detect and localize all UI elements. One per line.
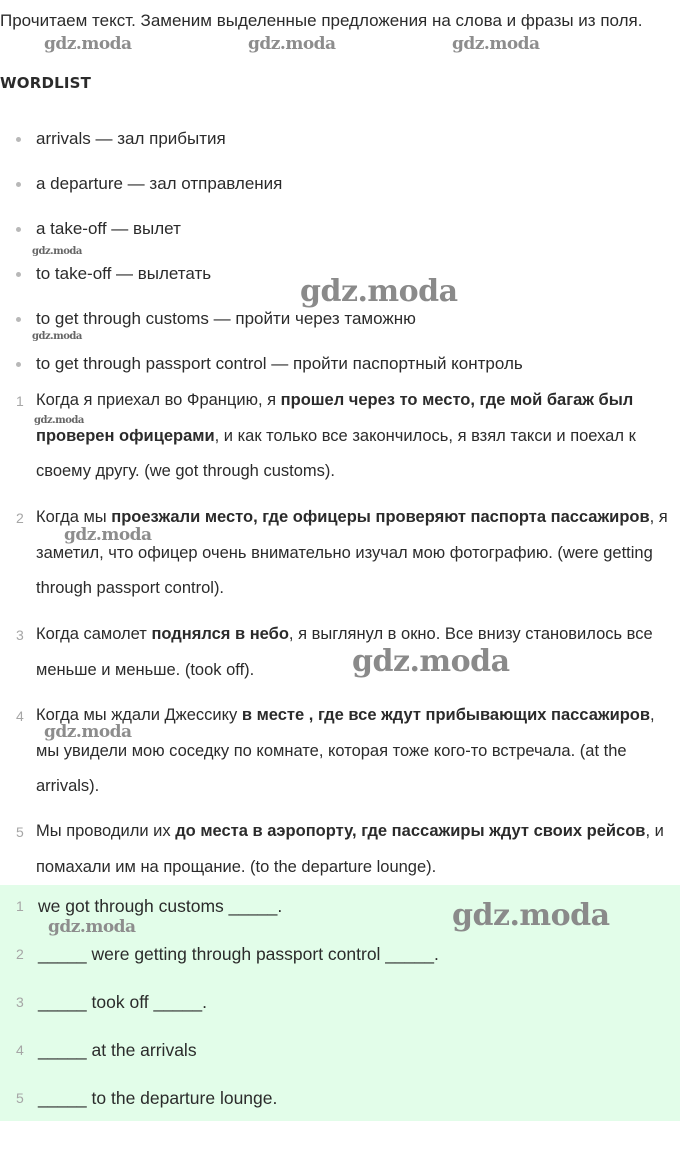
task-number: 1 [16,393,24,409]
watermark: gdz.moda [248,34,336,54]
wordlist-text: a departure — зал отправления [36,174,283,193]
task-text: Когда мы ждали Джессику в месте , где все ждут прибывающих пассажиров, мы увидели мою соседку по комнате, которая тоже кого-то встречала. (at the arrivals). [36,706,655,795]
wordlist-item [0,171,680,197]
answer-item [0,1035,680,1065]
task-text: Когда мы проезжали место, где офицеры проверяют паспорта пассажиров, я заметил, что офицер очень внимательно изучал мою фотографию. (were getting through passport control). [36,508,668,597]
highlighted-phrase: проезжали место, где офицеры проверяют паспорта пассажиров [111,508,650,526]
task-number: 3 [16,627,24,643]
task-text: Мы проводили их до места в аэропорту, где пассажиры ждут своих рейсов, и помахали им на прощание. (to the departure lounge). [36,822,664,876]
answer-text: _____ were getting through passport control _____. [38,944,439,964]
answer-text: _____ to the departure lounge. [38,1088,278,1108]
watermark: gdz.moda [452,34,540,54]
answer-number: 2 [16,946,24,962]
bullet-icon [16,182,21,187]
wordlist-text: a take-off — вылет [36,219,181,238]
task-item [0,819,680,890]
answer-number: 3 [16,994,24,1010]
wordlist-item [0,126,680,152]
answer-number: 1 [16,898,24,914]
task-item [0,703,680,810]
watermark: gdz.moda [32,331,82,342]
watermark: gdz.moda [48,917,136,937]
answer-text: _____ took off _____. [38,992,207,1012]
intro-text: Прочитаем текст. Заменим выделенные предложения на слова и фразы из поля. [0,11,643,30]
bullet-icon [16,227,21,232]
task-text: Когда самолет поднялся в небо, я выглянул в окно. Все внизу становилось все меньше и меньше. (took off). [36,625,653,679]
bullet-icon [16,272,21,277]
watermark: gdz.moda [44,722,132,742]
answer-item [0,939,680,969]
answer-text: _____ at the arrivals [38,1040,197,1060]
answer-item [0,987,680,1017]
wordlist-item [0,216,680,242]
task-number: 4 [16,708,24,724]
answer-text: we got through customs _____. [38,896,283,916]
answer-number: 4 [16,1042,24,1058]
answer-number: 5 [16,1090,24,1106]
highlighted-phrase: прошел через то место, где мой багаж был проверен офицерами [36,391,634,445]
task-number: 2 [16,510,24,526]
wordlist-item [0,351,680,377]
wordlist-heading: WORDLIST [0,74,92,92]
watermark: gdz.moda [34,415,84,426]
wordlist-text: to get through customs — пройти через таможню [36,309,416,328]
wordlist-item [0,306,680,332]
task-item [0,505,680,612]
watermark: gdz.moda [452,898,610,933]
bullet-icon [16,362,21,367]
task-item [0,622,680,693]
bullet-icon [16,317,21,322]
watermark: gdz.moda [352,644,510,679]
watermark: gdz.moda [32,246,82,257]
bullet-icon [16,137,21,142]
answer-item [0,1083,680,1113]
watermark: gdz.moda [44,34,132,54]
highlighted-phrase: до места в аэропорту, где пассажиры ждут своих рейсов [175,822,646,840]
watermark: gdz.moda [300,274,458,309]
highlighted-phrase: в месте , где все ждут прибывающих пассажиров [241,706,651,724]
wordlist-text: to get through passport control — пройти паспортный контроль [36,354,523,373]
task-number: 5 [16,824,24,840]
wordlist-text: arrivals — зал прибытия [36,129,226,148]
task-item [0,388,680,495]
task-text: Когда я приехал во Францию, я прошел через то место, где мой багаж был проверен офицерами, и как только все закончилось, я взял такси и поехал к своему другу. (we got through customs). [36,391,636,480]
watermark: gdz.moda [64,525,152,545]
wordlist-text: to take-off — вылетать [36,264,212,283]
highlighted-phrase: поднялся в небо [151,625,289,643]
